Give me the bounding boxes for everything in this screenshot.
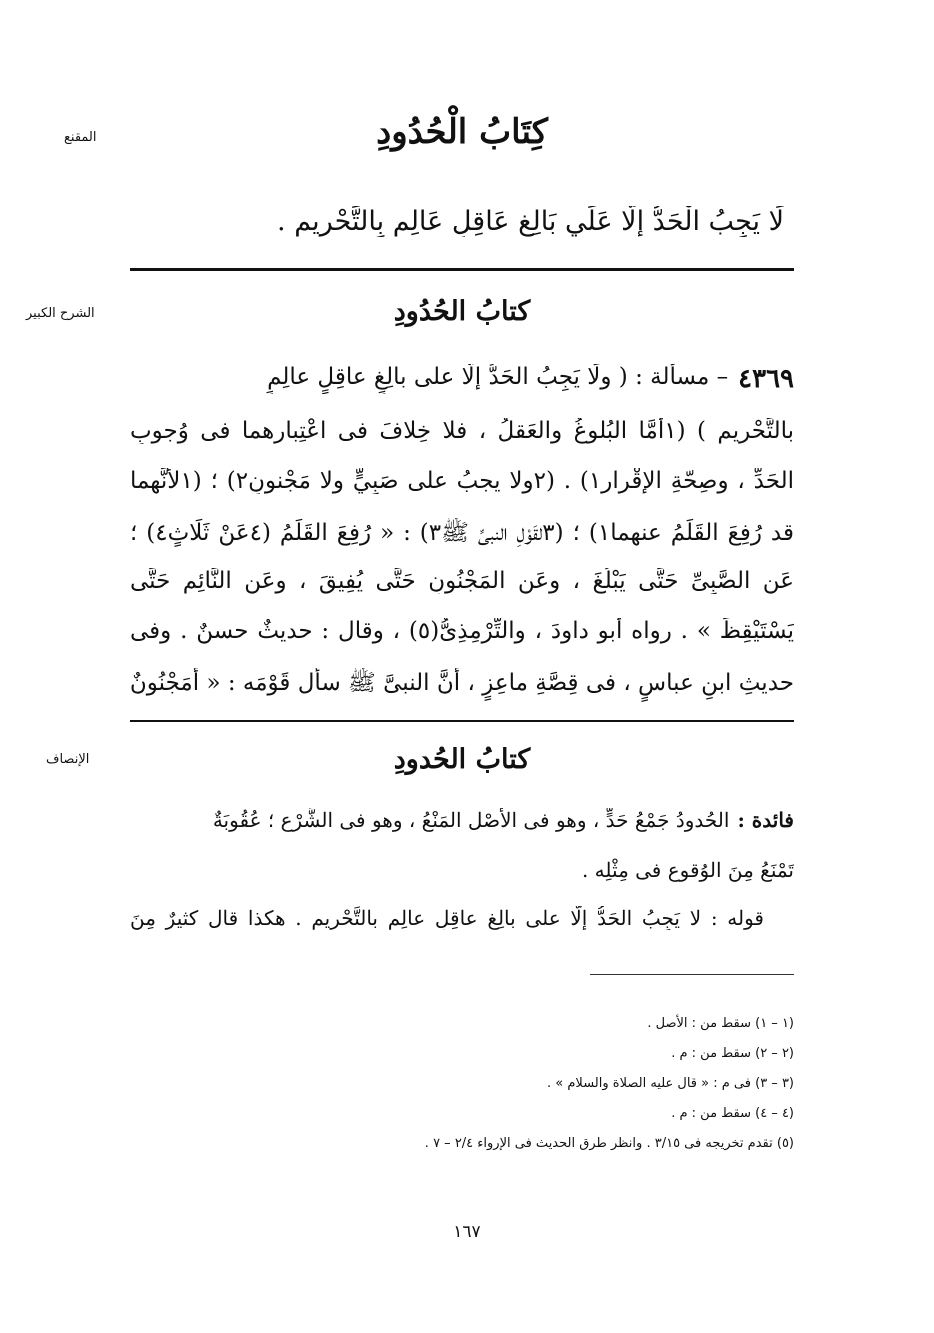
footnote-2: (٢ – ٢) سقط من : م .: [671, 1046, 794, 1061]
sharh-line-1: [130, 364, 794, 394]
section-divider-2: [130, 720, 794, 722]
footnote-4: (٤ – ٤) سقط من : م .: [671, 1106, 794, 1121]
insaf-line-3: قوله : لا يَجِبُ الحَدُّ إلَّا على بالِغٍ عاقِلٍ عالِمٍ بالتَّحْرِيمِ . هكذا قال كثيرٌ مِنَ: [130, 906, 764, 930]
mugni-title: كِتَابُ الْحُدُودِ: [376, 112, 548, 152]
issue-number: ٤٣٦٩: [738, 364, 794, 394]
sharh-line-6: يَسْتَيْقِظَ » . رواه أبو داودَ ، والتِّرْمِذِىُّ(٥) ، وقال : حديثٌ حسنٌ . وفى: [130, 618, 794, 644]
side-label-mugni: المقنع: [64, 130, 97, 145]
footnote-5: (٥) تقدم تخريجه فى ٣/١٥ . وانظر طرق الحديث فى الإرواء ٢/٤ – ٧ .: [424, 1136, 794, 1151]
footnote-divider: [590, 974, 794, 975]
sharh-line-5: عَنِ الصَّبِىِّ حَتَّى يَبْلُغَ ، وعَنِ المَجْنُونِ حَتَّى يُفِيقَ ، وعَنِ النَّائِمِ حَتَّى: [130, 568, 794, 594]
mugni-text: لَا يَجِبُ الْحَدُّ إِلَّا عَلَي بَالِغٍ عَاقِلٍ عَالِمٍ بِالتَّحْرِيمِ .: [277, 206, 784, 237]
insaf-line-1: [130, 808, 794, 832]
side-label-insaf: الإنصاف: [46, 752, 90, 767]
footnote-1: (١ – ١) سقط من : الأصل .: [647, 1016, 794, 1031]
insaf-title: كتابُ الحُدودِ: [393, 744, 531, 775]
sharh-line-2: بالتَّحْرِيم ) (١أمَّا البُلوغُ والعَقلُ ، فلا خِلافَ فى اعْتِبارِهما فى وُجوبِ: [130, 418, 794, 444]
page-number: ١٦٧: [453, 1222, 481, 1242]
footnote-3: (٣ – ٣) فى م : « قال عليه الصلاة والسلام » .: [547, 1076, 794, 1091]
sharh-title: كتابُ الحُدُودِ: [393, 296, 531, 327]
section-divider-1: [130, 268, 794, 271]
sharh-line-4: قد رُفِعَ القَلَمُ عنهما١) ؛ (٣لقَوْلِ النبىِّ ﷺ٣) : « رُفِعَ القَلَمُ (٤عَنْ ثَلَاثٍ٤) ؛: [130, 520, 794, 546]
sharh-line-1-text: – مسألة : ( ولَا يَجِبُ الحَدُّ إلَّا على بالِغٍ عاقِلٍ عالِمٍ: [267, 364, 729, 390]
sharh-line-3: الحَدِّ ، وصِحّةِ الإِقْرارِ١) . (٢ولا يجبُ على صَبِيٍّ ولا مَجْنونٍ٢) ؛ (١لأنَّهما: [130, 468, 794, 494]
insaf-line-2: تَمْنَعُ مِنَ الوُقوعِ فى مِثْلِه .: [581, 858, 794, 882]
side-label-sharh: الشرح الكبير: [26, 306, 95, 321]
insaf-line-1-text: الحُدودُ جَمْعُ حَدٍّ ، وهو فى الأصْلِ المَنْعُ ، وهو فى الشَّرْعِ ؛ عُقُوبَةٌ: [212, 808, 730, 832]
fa2ida-label: فائدة :: [737, 808, 794, 832]
sharh-line-7: حديثِ ابنِ عباسٍ ، فى قِصَّةِ ماعِزٍ ، أنَّ النبىَّ ﷺ سأل قَوْمَه : « أمَجْنُونٌ: [130, 670, 794, 696]
